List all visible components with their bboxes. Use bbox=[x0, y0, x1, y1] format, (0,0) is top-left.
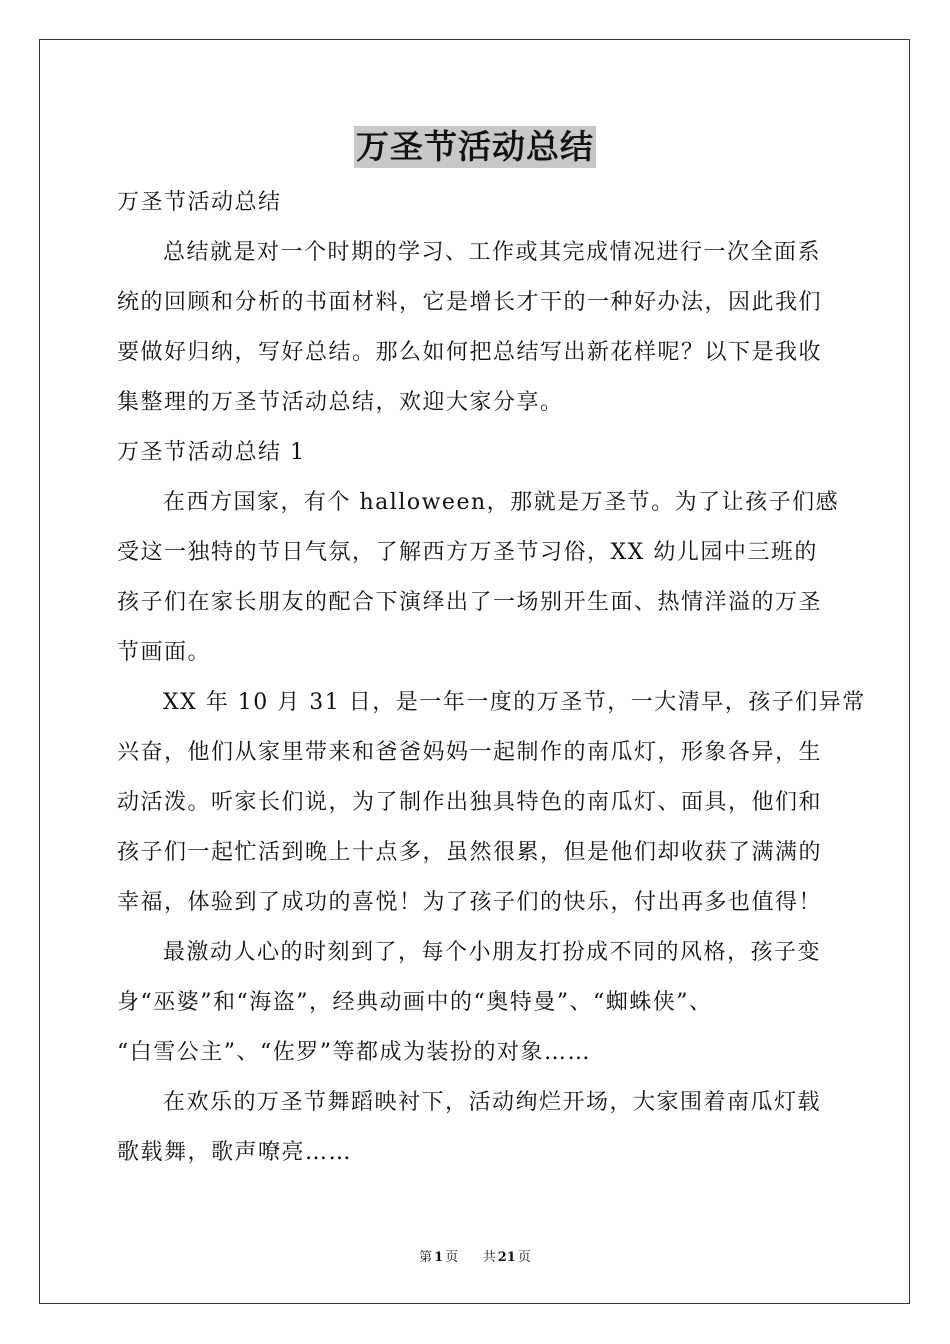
text-line: “白雪公主”、“佐罗”等都成为装扮的对象…… bbox=[117, 1040, 591, 1065]
page-footer bbox=[0, 1246, 950, 1265]
text-line: 在欢乐的万圣节舞蹈映衬下，活动绚烂开场，大家围着南瓜灯载 bbox=[163, 1090, 822, 1115]
page-total: 共 21 页 bbox=[482, 1250, 531, 1265]
text-line: 要做好归纳，写好总结。那么如何把总结写出新花样呢？以下是我收 bbox=[117, 340, 823, 365]
text-line: 统的回顾和分析的书面材料，它是增长才干的一种好办法，因此我们 bbox=[117, 290, 823, 315]
text-line: 集整理的万圣节活动总结，欢迎大家分享。 bbox=[117, 390, 564, 415]
text-line: 在西方国家，有个 halloween，那就是万圣节。为了让孩子们感 bbox=[163, 490, 840, 515]
text-line: 万圣节活动总结 1 bbox=[117, 440, 306, 465]
text-line: 身“巫婆”和“海盗”，经典动画中的“奥特曼”、“蜘蛛侠”、 bbox=[117, 990, 713, 1015]
text-line: 受这一独特的节日气氛，了解西方万圣节习俗，XX 幼儿园中三班的 bbox=[117, 540, 818, 565]
text-line: 动活泼。听家长们说，为了制作出独具特色的南瓜灯、面具，他们和 bbox=[117, 790, 823, 815]
text-line: 节画面。 bbox=[117, 640, 212, 665]
document-title: 万圣节活动总结 bbox=[356, 127, 594, 166]
text-line: 万圣节活动总结 bbox=[117, 190, 282, 215]
text-line: 最激动人心的时刻到了，每个小朋友打扮成不同的风格，孩子变 bbox=[163, 940, 822, 965]
document-body bbox=[117, 178, 866, 1178]
text-line: 幸福，体验到了成功的喜悦！为了孩子们的快乐，付出再多也值得！ bbox=[117, 890, 823, 915]
text-line: 孩子们一起忙活到晚上十点多，虽然很累，但是他们却收获了满满的 bbox=[117, 840, 823, 865]
text-line: 总结就是对一个时期的学习、工作或其完成情况进行一次全面系 bbox=[163, 240, 822, 265]
text-line: 孩子们在家长朋友的配合下演绎出了一场别开生面、热情洋溢的万圣 bbox=[117, 590, 823, 615]
text-line: 兴奋，他们从家里带来和爸爸妈妈一起制作的南瓜灯，形象各异，生 bbox=[117, 740, 823, 765]
text-line: 歌载舞，歌声嘹亮…… bbox=[117, 1140, 353, 1165]
title-container bbox=[0, 126, 950, 168]
page-number: 第 1 页 bbox=[419, 1250, 459, 1265]
text-line: XX 年 10 月 31 日，是一年一度的万圣节，一大清早，孩子们异常 bbox=[163, 690, 866, 715]
